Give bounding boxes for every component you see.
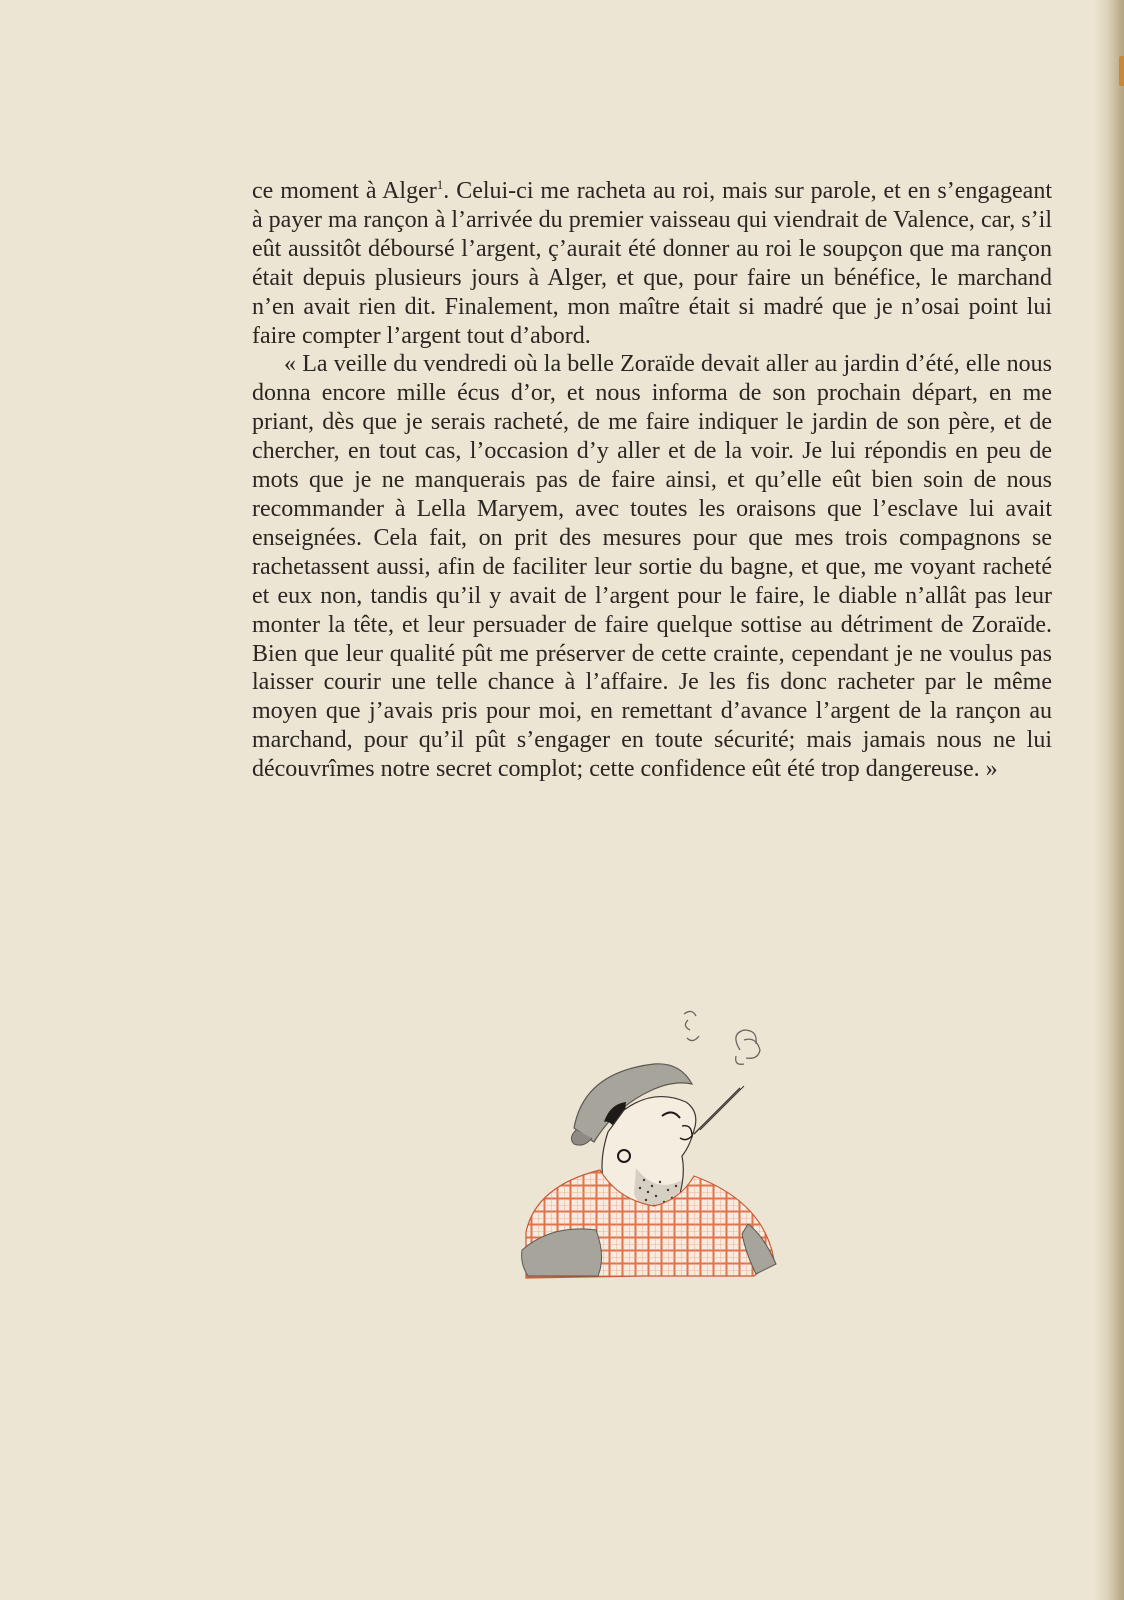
paragraph-start: ce moment à Alger [252, 178, 437, 204]
paragraph: « La veille du vendredi où la belle Zoraïde devait aller au jardin d’été, elle nous donna encore mille écus d’or, et nous informa de son prochain départ, en me priant, dès que je serais racheté, de me faire indiquer le jardin de son père, et de chercher, en tout cas, l’occasion d’y aller et de la voir. Je lui répondis en peu de mots que je ne manquerais pas de faire ainsi, et qu’elle eût bien soin de nous recommander à Lella Maryem, avec toutes les oraisons que l’esclave lui avait enseignées. Cela fait, on prit des mesures pour que mes trois compagnons se rachetassent aussi, afin de faciliter leur sortie du bagne, et que, me voyant racheté et eux non, tandis qu’il y avait de l’argent pour le faire, le diable n’allât pas leur monter la tête, et leur persuader de faire quelque sottise au détriment de Zoraïde. Bien que leur qualité pût me préserver de cette crainte, cependant je ne voulus pas laisser courir une telle chance à l’affaire. Je les fis donc racheter par le même moyen que j’avais pris pour moi, en remettant d’avance l’argent de la rançon au marchand, pour qu’il pût s’engager en toute sécurité; mais jamais nous ne lui découvrîmes notre secret complot; cette confidence eût été trop dangereuse. » [252, 351, 1052, 783]
body-text [252, 177, 1052, 784]
paragraph-rest: . Celui-ci me racheta au roi, mais sur parole, et en s’engageant à payer ma rançon à l’arrivée du premier vaisseau qui viendrait de Valence, car, s’il eût aussitôt déboursé l’argent, ç’aurait été donner au roi le soupçon que ma rançon était depuis plusieurs jours à Alger, et que, pour faire un bénéfice, le marchand n’en avait rien dit. Finalement, mon maître était si madré que je n’osai point lui faire compter l’argent tout d’abord. [252, 178, 1052, 349]
footnote-mark: 1 [436, 177, 444, 192]
smoking-man-illustration [512, 1010, 802, 1310]
edge-bookmark [1119, 56, 1124, 86]
page-edge [1094, 0, 1124, 1600]
paragraph [252, 177, 1052, 350]
